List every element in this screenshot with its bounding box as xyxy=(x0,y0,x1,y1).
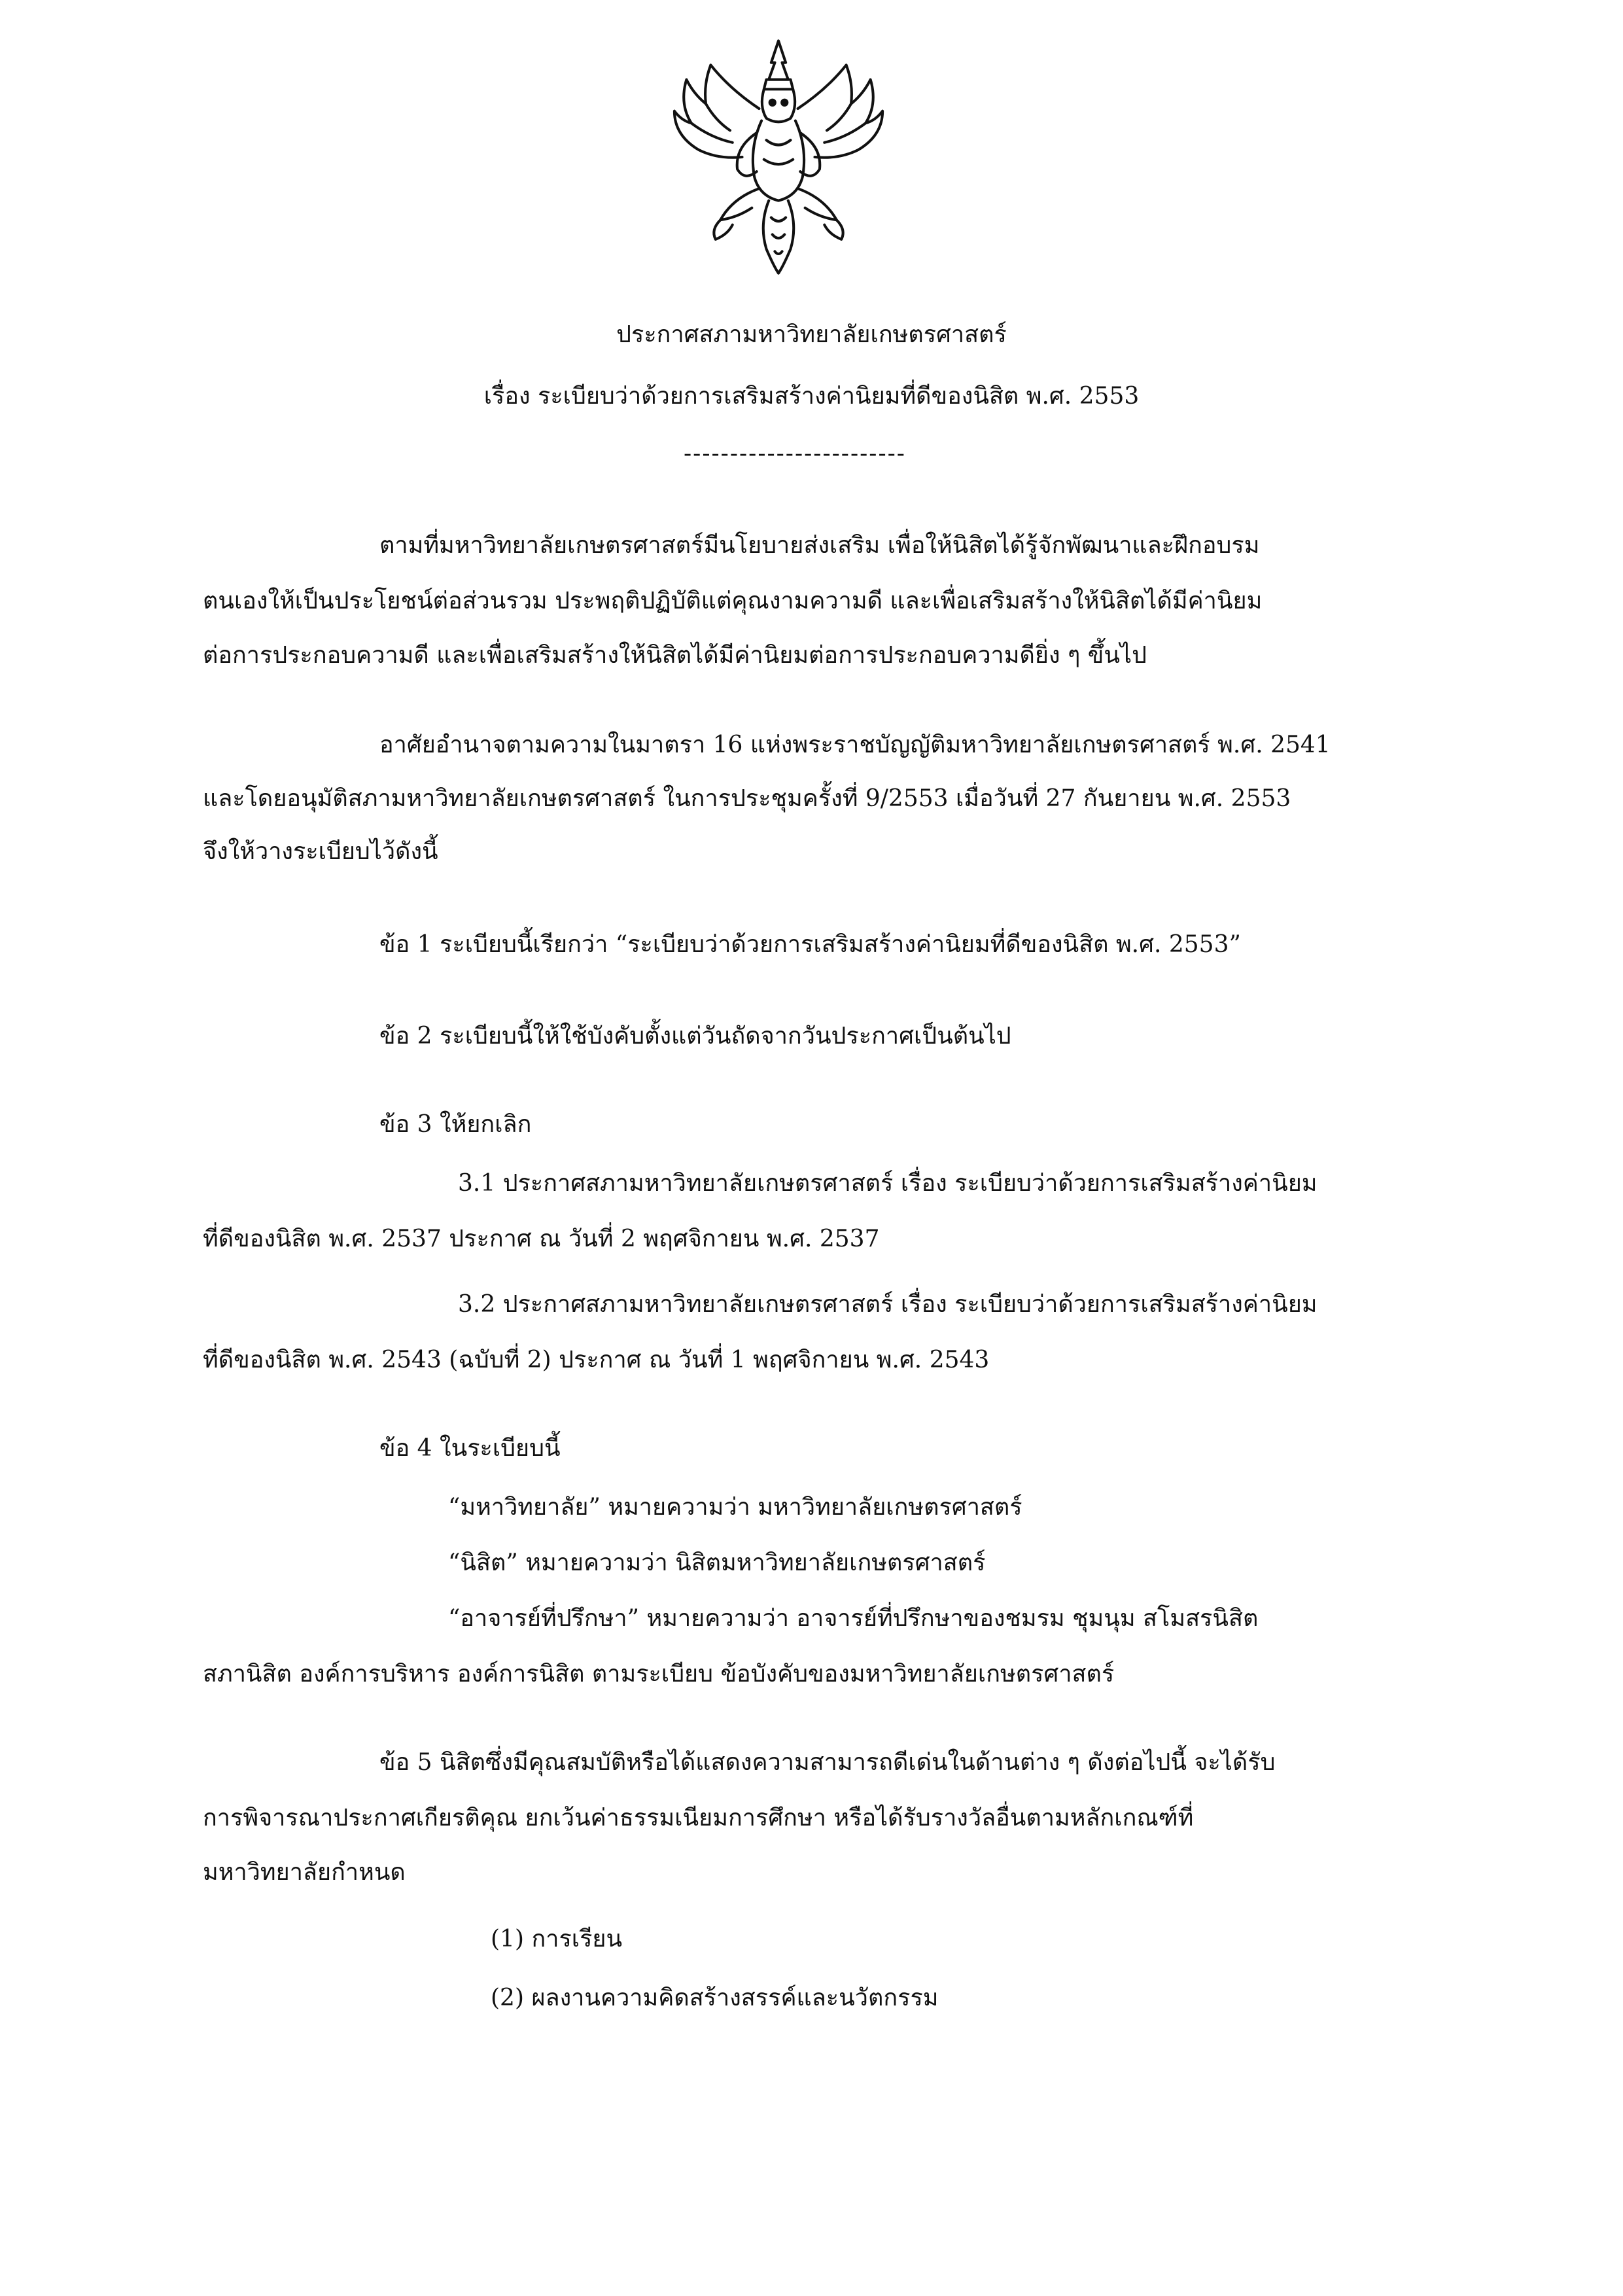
definition-university: “มหาวิทยาลัย” หมายความว่า มหาวิทยาลัยเกษตรศาสตร์ xyxy=(448,1494,1022,1521)
paragraph-line: ต่อการประกอบความดี และเพื่อเสริมสร้างให้นิสิตได้มีค่านิยมต่อการประกอบความดียิ่ง ๆ ขึ้นไป xyxy=(203,642,1147,669)
clause-3: ข้อ 3 ให้ยกเลิก xyxy=(379,1111,532,1138)
paragraph-line: ตามที่มหาวิทยาลัยเกษตรศาสตร์มีนโยบายส่งเสริม เพื่อให้นิสิตได้รู้จักพัฒนาและฝึกอบรม xyxy=(379,532,1260,559)
clause-3-1-line: ที่ดีของนิสิต พ.ศ. 2537 ประกาศ ณ วันที่ 2 พฤศจิกายน พ.ศ. 2537 xyxy=(203,1226,880,1252)
clause-4: ข้อ 4 ในระเบียบนี้ xyxy=(379,1435,561,1462)
clause-5-line: มหาวิทยาลัยกำหนด xyxy=(203,1859,406,1886)
garuda-emblem xyxy=(657,36,899,278)
clause-2: ข้อ 2 ระเบียบนี้ให้ใช้บังคับตั้งแต่วันถัดจากวันประกาศเป็นต้นไป xyxy=(379,1023,1011,1050)
paragraph-line: และโดยอนุมัติสภามหาวิทยาลัยเกษตรศาสตร์ ในการประชุมครั้งที่ 9/2553 เมื่อวันที่ 27 กันยายน พ.ศ. 2553 xyxy=(203,785,1291,812)
paragraph-line: จึงให้วางระเบียบไว้ดังนี้ xyxy=(203,838,438,865)
definition-advisor: สภานิสิต องค์การบริหาร องค์การนิสิต ตามระเบียบ ข้อบังคับของมหาวิทยาลัยเกษตรศาสตร์ xyxy=(203,1661,1115,1687)
definition-student: “นิสิต” หมายความว่า นิสิตมหาวิทยาลัยเกษตรศาสตร์ xyxy=(448,1549,986,1576)
paragraph-line: อาศัยอำนาจตามความในมาตรา 16 แห่งพระราชบัญญัติมหาวิทยาลัยเกษตรศาสตร์ พ.ศ. 2541 xyxy=(379,732,1331,758)
clause-5-line: การพิจารณาประกาศเกียรติคุณ ยกเว้นค่าธรรมเนียมการศึกษา หรือได้รับรางวัลอื่นตามหลักเกณฑ์ที่ xyxy=(203,1805,1194,1831)
announcement-subject: เรื่อง ระเบียบว่าด้วยการเสริมสร้างค่านิยมที่ดีของนิสิต พ.ศ. 2553 xyxy=(483,383,1140,410)
clause-3-2-line: 3.2 ประกาศสภามหาวิทยาลัยเกษตรศาสตร์ เรื่อง ระเบียบว่าด้วยการเสริมสร้างค่านิยม xyxy=(458,1291,1318,1318)
clause-3-2-line: ที่ดีของนิสิต พ.ศ. 2543 (ฉบับที่ 2) ประกาศ ณ วันที่ 1 พฤศจิกายน พ.ศ. 2543 xyxy=(203,1347,990,1373)
clause-1: ข้อ 1 ระเบียบนี้เรียกว่า “ระเบียบว่าด้วยการเสริมสร้างค่านิยมที่ดีของนิสิต พ.ศ. 2553” xyxy=(379,931,1241,958)
announcement-title: ประกาศสภามหาวิทยาลัยเกษตรศาสตร์ xyxy=(616,321,1007,348)
clause-3-1-line: 3.1 ประกาศสภามหาวิทยาลัยเกษตรศาสตร์ เรื่อง ระเบียบว่าด้วยการเสริมสร้างค่านิยม xyxy=(458,1170,1318,1197)
paragraph-line: ตนเองให้เป็นประโยชน์ต่อส่วนรวม ประพฤติปฏิบัติแต่คุณงามความดี และเพื่อเสริมสร้างให้นิสิตได้มีค่านิยม xyxy=(203,588,1263,614)
list-item: (2) ผลงานความคิดสร้างสรรค์และนวัตกรรม xyxy=(491,1985,939,2011)
clause-5-line: ข้อ 5 นิสิตซึ่งมีคุณสมบัติหรือได้แสดงความสามารถดีเด่นในด้านต่าง ๆ ดังต่อไปนี้ จะได้รับ xyxy=(379,1749,1276,1776)
title-separator: ------------------------ xyxy=(684,440,906,467)
list-item: (1) การเรียน xyxy=(491,1926,623,1952)
definition-advisor: “อาจารย์ที่ปรึกษา” หมายความว่า อาจารย์ที่ปรึกษาของชมรม ชุมนุม สโมสรนิสิต xyxy=(448,1605,1259,1632)
